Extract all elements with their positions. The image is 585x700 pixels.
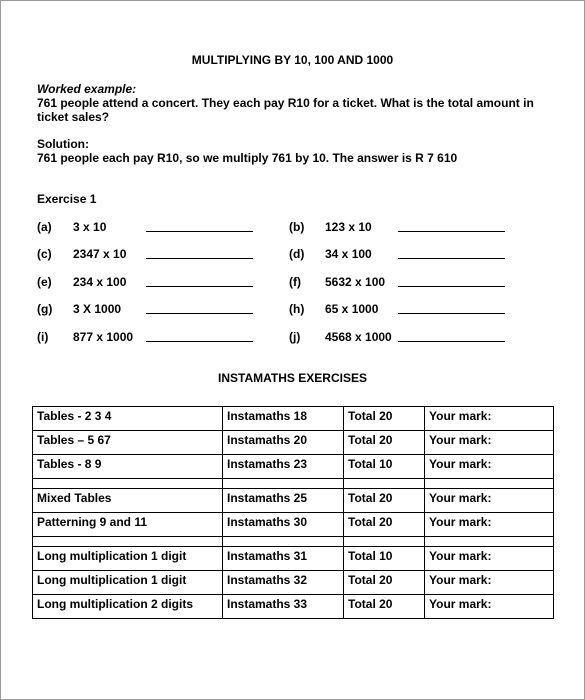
exercise-letter: (e) — [37, 275, 52, 289]
instamaths-cell: Instamaths 18 — [223, 407, 344, 431]
mark-cell[interactable]: Your mark: — [425, 455, 554, 479]
worked-example-text: 761 people attend a concert. They each pay R10 for a ticket. What is the total amount in ticket sales? — [37, 96, 534, 124]
exercise-expression: 877 x 1000 — [73, 330, 134, 344]
exercise-expression: 123 x 10 — [325, 220, 372, 234]
worked-example-label: Worked example: — [37, 82, 137, 96]
exercise-letter: (b) — [289, 220, 305, 234]
total-cell: Total 20 — [344, 571, 425, 595]
answer-blank[interactable] — [146, 341, 253, 342]
mark-cell[interactable]: Your mark: — [425, 431, 554, 455]
answer-blank[interactable] — [398, 341, 505, 342]
exercise-letter: (d) — [289, 247, 305, 261]
mark-cell[interactable]: Your mark: — [425, 547, 554, 571]
instamaths-cell — [223, 479, 344, 489]
instamaths-heading: INSTAMATHS EXERCISES — [218, 371, 367, 385]
total-cell: Total 20 — [344, 489, 425, 513]
answer-blank[interactable] — [398, 313, 505, 314]
total-cell: Total 10 — [344, 455, 425, 479]
instamaths-table — [32, 406, 554, 619]
topic-cell: Long multiplication 2 digits — [33, 595, 223, 619]
exercise-expression: 3 X 1000 — [73, 302, 122, 316]
topic-cell: Tables - 2 3 4 — [33, 407, 223, 431]
exercise-letter: (c) — [37, 247, 52, 261]
table-row — [33, 547, 554, 571]
mark-cell[interactable]: Your mark: — [425, 571, 554, 595]
table-spacer-row — [33, 479, 554, 489]
instamaths-cell: Instamaths 31 — [223, 547, 344, 571]
topic-cell: Long multiplication 1 digit — [33, 547, 223, 571]
answer-blank[interactable] — [398, 286, 505, 287]
solution-label: Solution: — [37, 137, 89, 151]
table-row — [33, 431, 554, 455]
answer-blank[interactable] — [146, 286, 253, 287]
answer-blank[interactable] — [146, 231, 253, 232]
table-row — [33, 571, 554, 595]
mark-cell[interactable] — [425, 537, 554, 547]
exercise-letter: (g) — [37, 302, 53, 316]
page-title: MULTIPLYING BY 10, 100 AND 1000 — [191, 53, 394, 67]
exercise-letter: (i) — [37, 330, 49, 344]
solution-text: 761 people each pay R10, so we multiply 761 by 10. The answer is R 7 610 — [37, 151, 458, 165]
topic-cell: Patterning 9 and 11 — [33, 513, 223, 537]
topic-cell — [33, 479, 223, 489]
exercise-expression: 3 x 10 — [73, 220, 107, 234]
exercise-letter: (f) — [289, 275, 301, 289]
exercise-letter: (h) — [289, 302, 305, 316]
answer-blank[interactable] — [146, 258, 253, 259]
topic-cell: Mixed Tables — [33, 489, 223, 513]
instamaths-cell: Instamaths 33 — [223, 595, 344, 619]
total-cell — [344, 479, 425, 489]
mark-cell[interactable]: Your mark: — [425, 407, 554, 431]
total-cell — [344, 537, 425, 547]
total-cell: Total 10 — [344, 547, 425, 571]
exercise-expression: 4568 x 1000 — [325, 330, 392, 344]
mark-cell[interactable]: Your mark: — [425, 513, 554, 537]
total-cell: Total 20 — [344, 595, 425, 619]
mark-cell[interactable]: Your mark: — [425, 489, 554, 513]
total-cell: Total 20 — [344, 431, 425, 455]
exercise-expression: 234 x 100 — [73, 275, 127, 289]
exercise-heading: Exercise 1 — [37, 192, 97, 206]
exercise-expression: 34 x 100 — [325, 247, 372, 261]
answer-blank[interactable] — [398, 258, 505, 259]
exercise-letter: (a) — [37, 220, 52, 234]
table-spacer-row — [33, 537, 554, 547]
instamaths-cell: Instamaths 32 — [223, 571, 344, 595]
topic-cell: Tables – 5 67 — [33, 431, 223, 455]
topic-cell — [33, 537, 223, 547]
total-cell: Total 20 — [344, 407, 425, 431]
instamaths-cell — [223, 537, 344, 547]
answer-blank[interactable] — [146, 313, 253, 314]
instamaths-cell: Instamaths 23 — [223, 455, 344, 479]
table-row — [33, 595, 554, 619]
exercise-expression: 5632 x 100 — [325, 275, 386, 289]
table-row — [33, 489, 554, 513]
exercise-letter: (j) — [289, 330, 301, 344]
mark-cell[interactable]: Your mark: — [425, 595, 554, 619]
table-row — [33, 407, 554, 431]
table-row — [33, 513, 554, 537]
topic-cell: Long multiplication 1 digit — [33, 571, 223, 595]
answer-blank[interactable] — [398, 231, 505, 232]
instamaths-cell: Instamaths 30 — [223, 513, 344, 537]
mark-cell[interactable] — [425, 479, 554, 489]
total-cell: Total 20 — [344, 513, 425, 537]
instamaths-cell: Instamaths 20 — [223, 431, 344, 455]
table-row — [33, 455, 554, 479]
exercise-expression: 65 x 1000 — [325, 302, 379, 316]
instamaths-cell: Instamaths 25 — [223, 489, 344, 513]
topic-cell: Tables - 8 9 — [33, 455, 223, 479]
exercise-expression: 2347 x 10 — [73, 247, 127, 261]
